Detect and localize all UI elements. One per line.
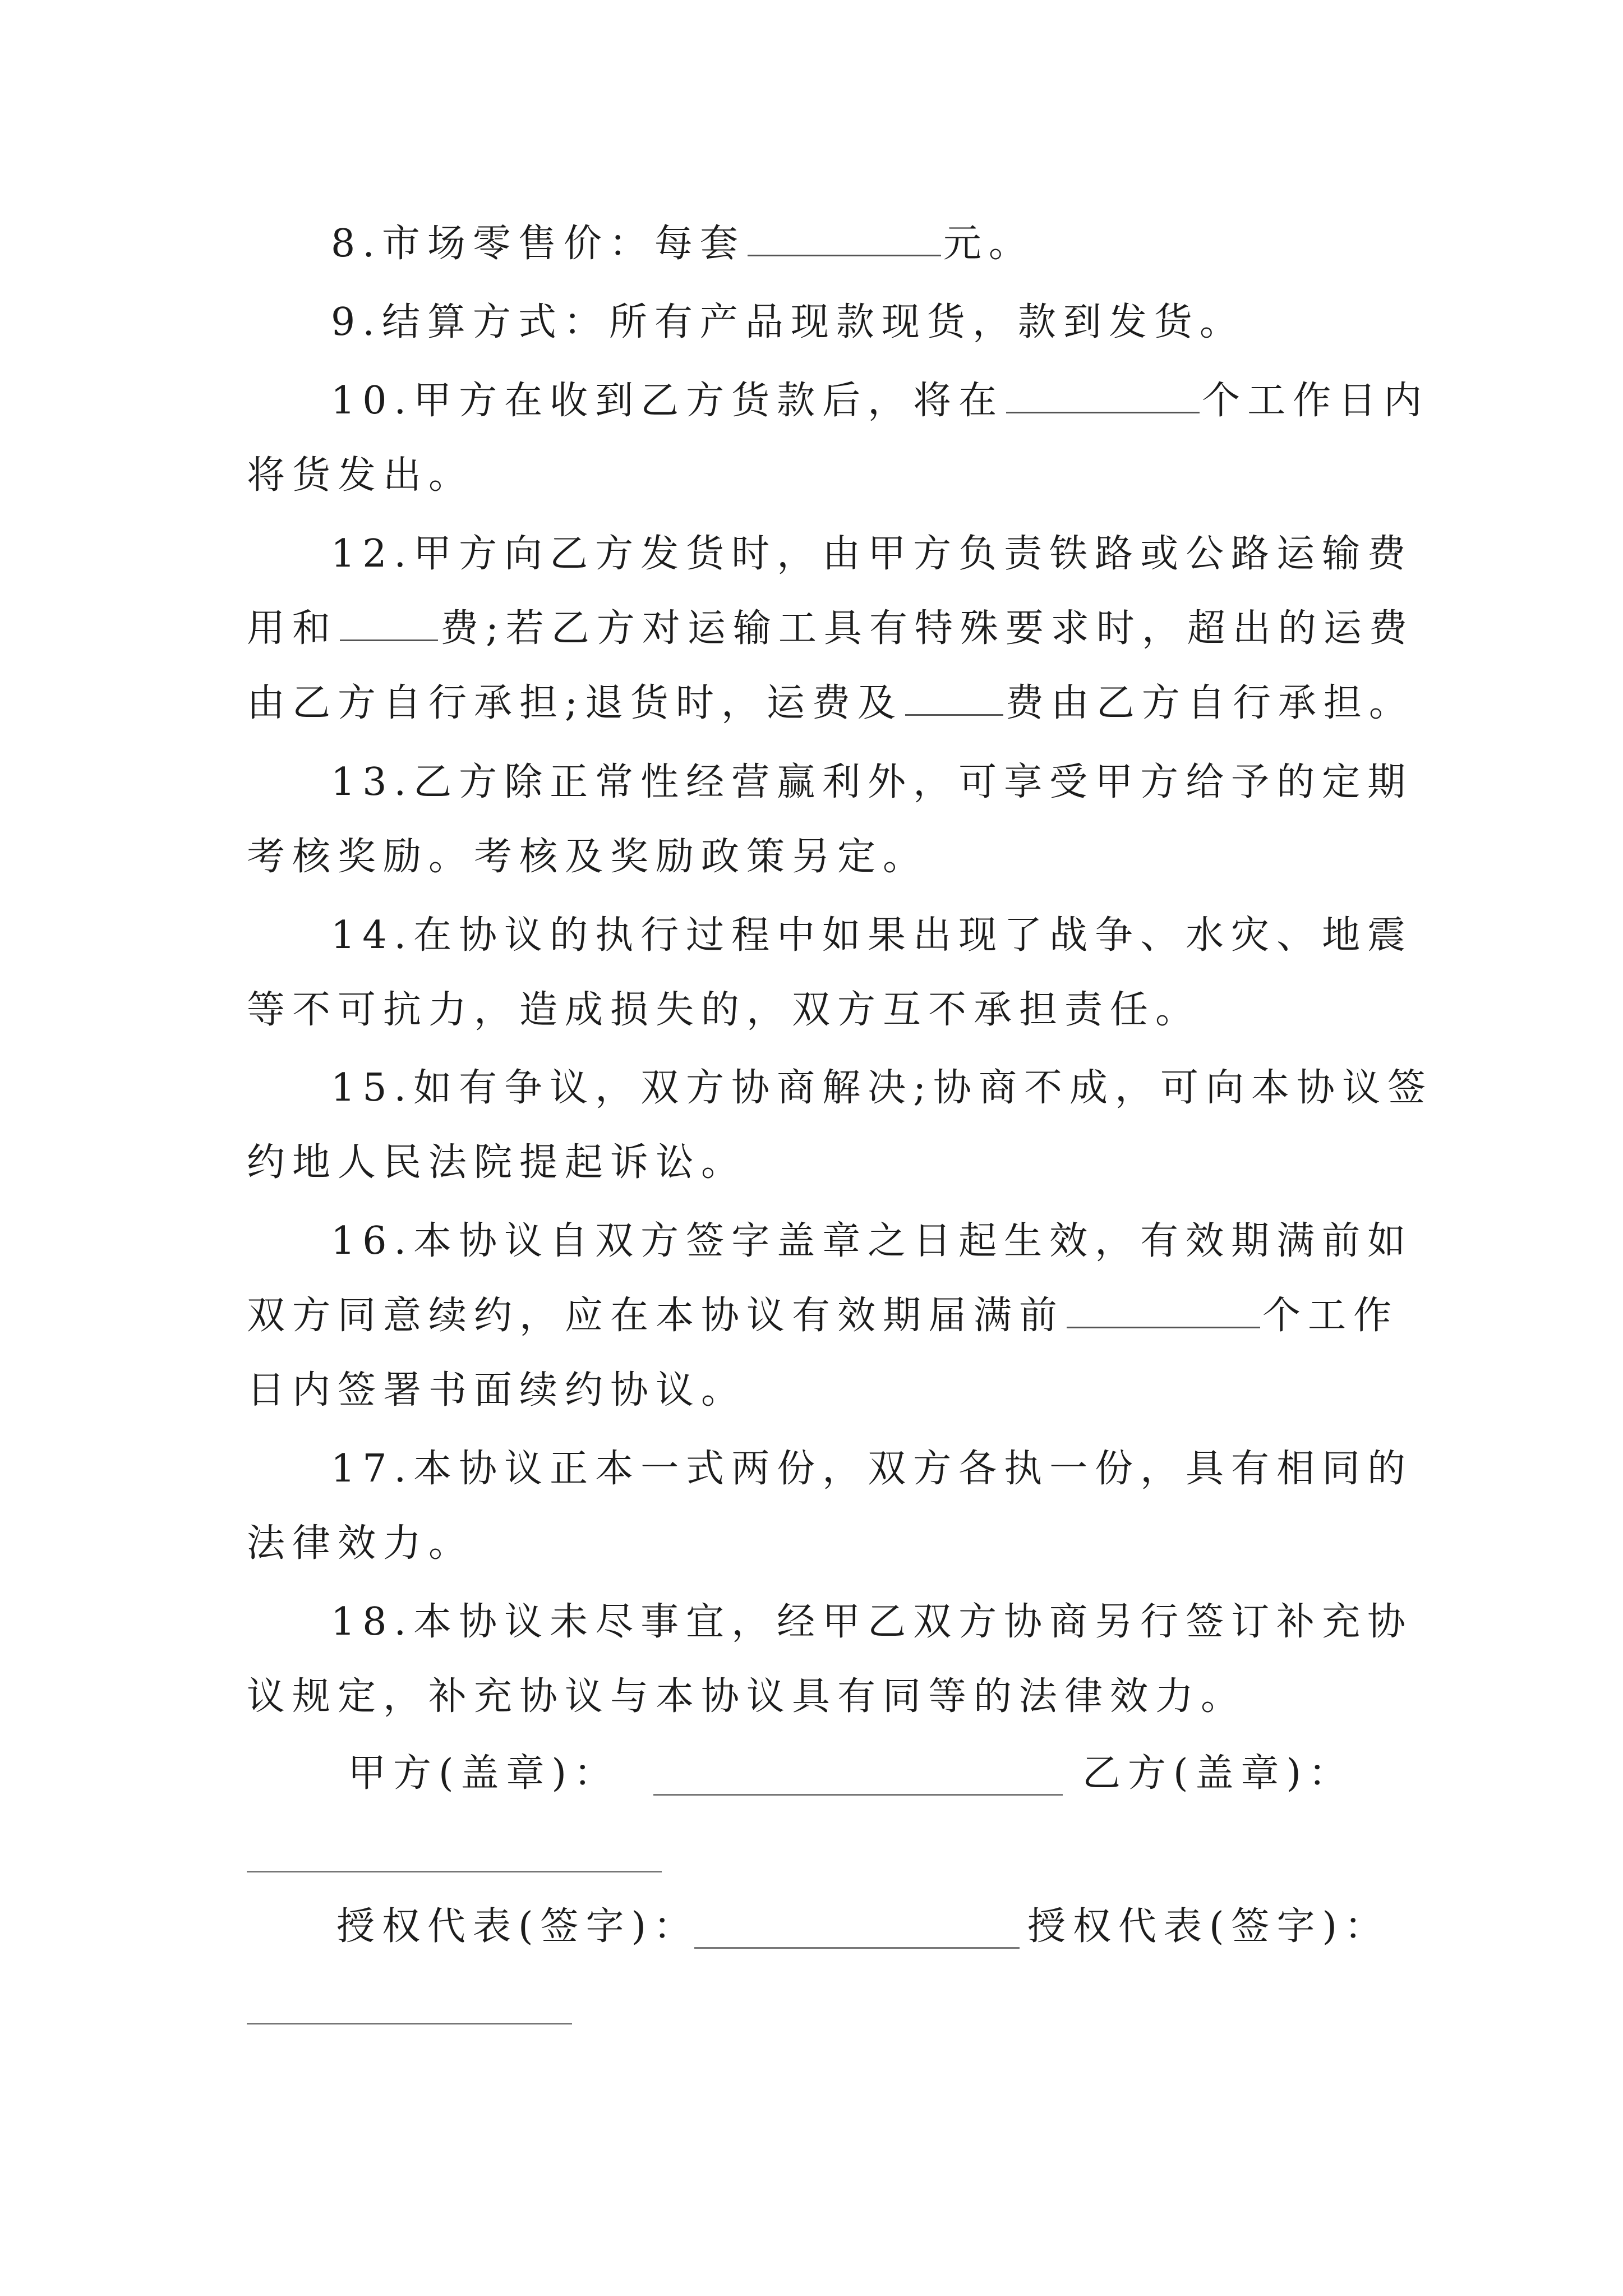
party-b-seal-blank[interactable]	[247, 1871, 662, 1872]
rep-b-label: 授权代表(签字)：	[1027, 1904, 1390, 1949]
clause-12-text-3: 费;若乙方对运输工具有特殊要求时，超出的运费	[440, 606, 1414, 651]
party-b-label: 乙方(盖章)：	[1082, 1751, 1354, 1796]
fee-type-blank-1[interactable]	[340, 605, 438, 641]
clause-18-text-2: 议规定，补充协议与本协议具有同等的法律效力。	[247, 1674, 1247, 1719]
clause-17-line-1	[331, 1441, 1413, 1497]
party-b-seal-label	[1082, 1746, 1354, 1802]
party-a-label: 甲方(盖章)：	[348, 1751, 620, 1796]
clause-18-text: 18.本协议未尽事宜，经甲乙双方协商另行签订补充协	[331, 1600, 1413, 1644]
clause-12-text-5: 费由乙方自行承担。	[1005, 681, 1414, 725]
party-a-seal-blank[interactable]	[653, 1794, 1063, 1796]
clause-13-line-1	[331, 754, 1413, 811]
clause-15-text-2: 约地人民法院提起诉讼。	[247, 1140, 747, 1185]
clause-15-text: 15.如有争议，双方协商解决;协商不成，可向本协议签	[331, 1066, 1433, 1110]
clause-9-text: 9.结算方式：所有产品现款现货，款到发货。	[331, 300, 1245, 344]
clause-10-text-mid: 个工作日内	[1202, 379, 1430, 423]
clause-17-text: 17.本协议正本一式两份，双方各执一份，具有相同的	[331, 1447, 1413, 1491]
rep-a-label: 授权代表(签字)：	[336, 1904, 699, 1949]
shipping-days-blank[interactable]	[1006, 377, 1200, 413]
clause-10-text: 10.甲方在收到乙方货款后，将在	[331, 379, 1004, 423]
clause-16-text: 16.本协议自双方签字盖章之日起生效，有效期满前如	[331, 1219, 1413, 1263]
clause-12-line-1	[331, 526, 1413, 582]
clause-16-text-3: 个工作	[1262, 1294, 1399, 1338]
clause-13-text: 13.乙方除正常性经营赢利外，可享受甲方给予的定期	[331, 760, 1413, 804]
party-a-seal-label	[348, 1746, 619, 1802]
clause-13-line-2	[247, 829, 928, 885]
rep-b-sign-label	[1027, 1899, 1390, 1955]
clause-12-line-3	[247, 675, 1414, 731]
clause-8-text: 8.市场零售价：每套	[331, 222, 745, 266]
fee-type-blank-2[interactable]	[905, 679, 1003, 716]
clause-14-text-2: 等不可抗力，造成损失的，双方互不承担责任。	[247, 988, 1201, 1032]
clause-13-text-2: 考核奖励。考核及奖励政策另定。	[247, 835, 929, 879]
clause-16-line-1	[331, 1213, 1413, 1269]
clause-15-line-2	[247, 1135, 746, 1191]
clause-18-line-1	[331, 1594, 1413, 1650]
clause-16-line-3	[247, 1363, 746, 1419]
clause-14-text: 14.在协议的执行过程中如果出现了战争、水灾、地震	[331, 913, 1413, 958]
clause-16-line-2	[247, 1288, 1399, 1344]
clause-15-line-1	[331, 1060, 1433, 1116]
clause-14-line-2	[247, 982, 1201, 1038]
clause-17-text-2: 法律效力。	[247, 1521, 474, 1566]
clause-10-line-1	[331, 373, 1429, 429]
retail-price-blank[interactable]	[748, 220, 941, 256]
rep-a-sign-label	[336, 1899, 699, 1955]
clause-14-line-1	[331, 908, 1413, 964]
rep-a-sign-blank[interactable]	[694, 1947, 1020, 1949]
clause-8-text-end: 元。	[943, 222, 1034, 266]
clause-17-line-2	[247, 1516, 474, 1572]
clause-9-line-1	[331, 295, 1245, 351]
clause-12-text-2: 用和	[247, 606, 338, 651]
clause-16-text-4: 日内签署书面续约协议。	[247, 1368, 747, 1412]
clause-10-text-end: 将货发出。	[247, 453, 474, 498]
clause-8-line-1	[331, 216, 1034, 272]
clause-18-line-2	[247, 1669, 1246, 1725]
clause-12-text-4: 由乙方自行承担;退货时，运费及	[247, 681, 903, 725]
renewal-days-blank[interactable]	[1067, 1292, 1260, 1328]
clause-16-text-2: 双方同意续约，应在本协议有效期届满前	[247, 1294, 1065, 1338]
rep-b-sign-blank[interactable]	[247, 2023, 572, 2024]
clause-10-line-2	[247, 448, 474, 504]
clause-12-line-2	[247, 601, 1414, 657]
clause-12-text: 12.甲方向乙方发货时，由甲方负责铁路或公路运输费	[331, 532, 1413, 576]
